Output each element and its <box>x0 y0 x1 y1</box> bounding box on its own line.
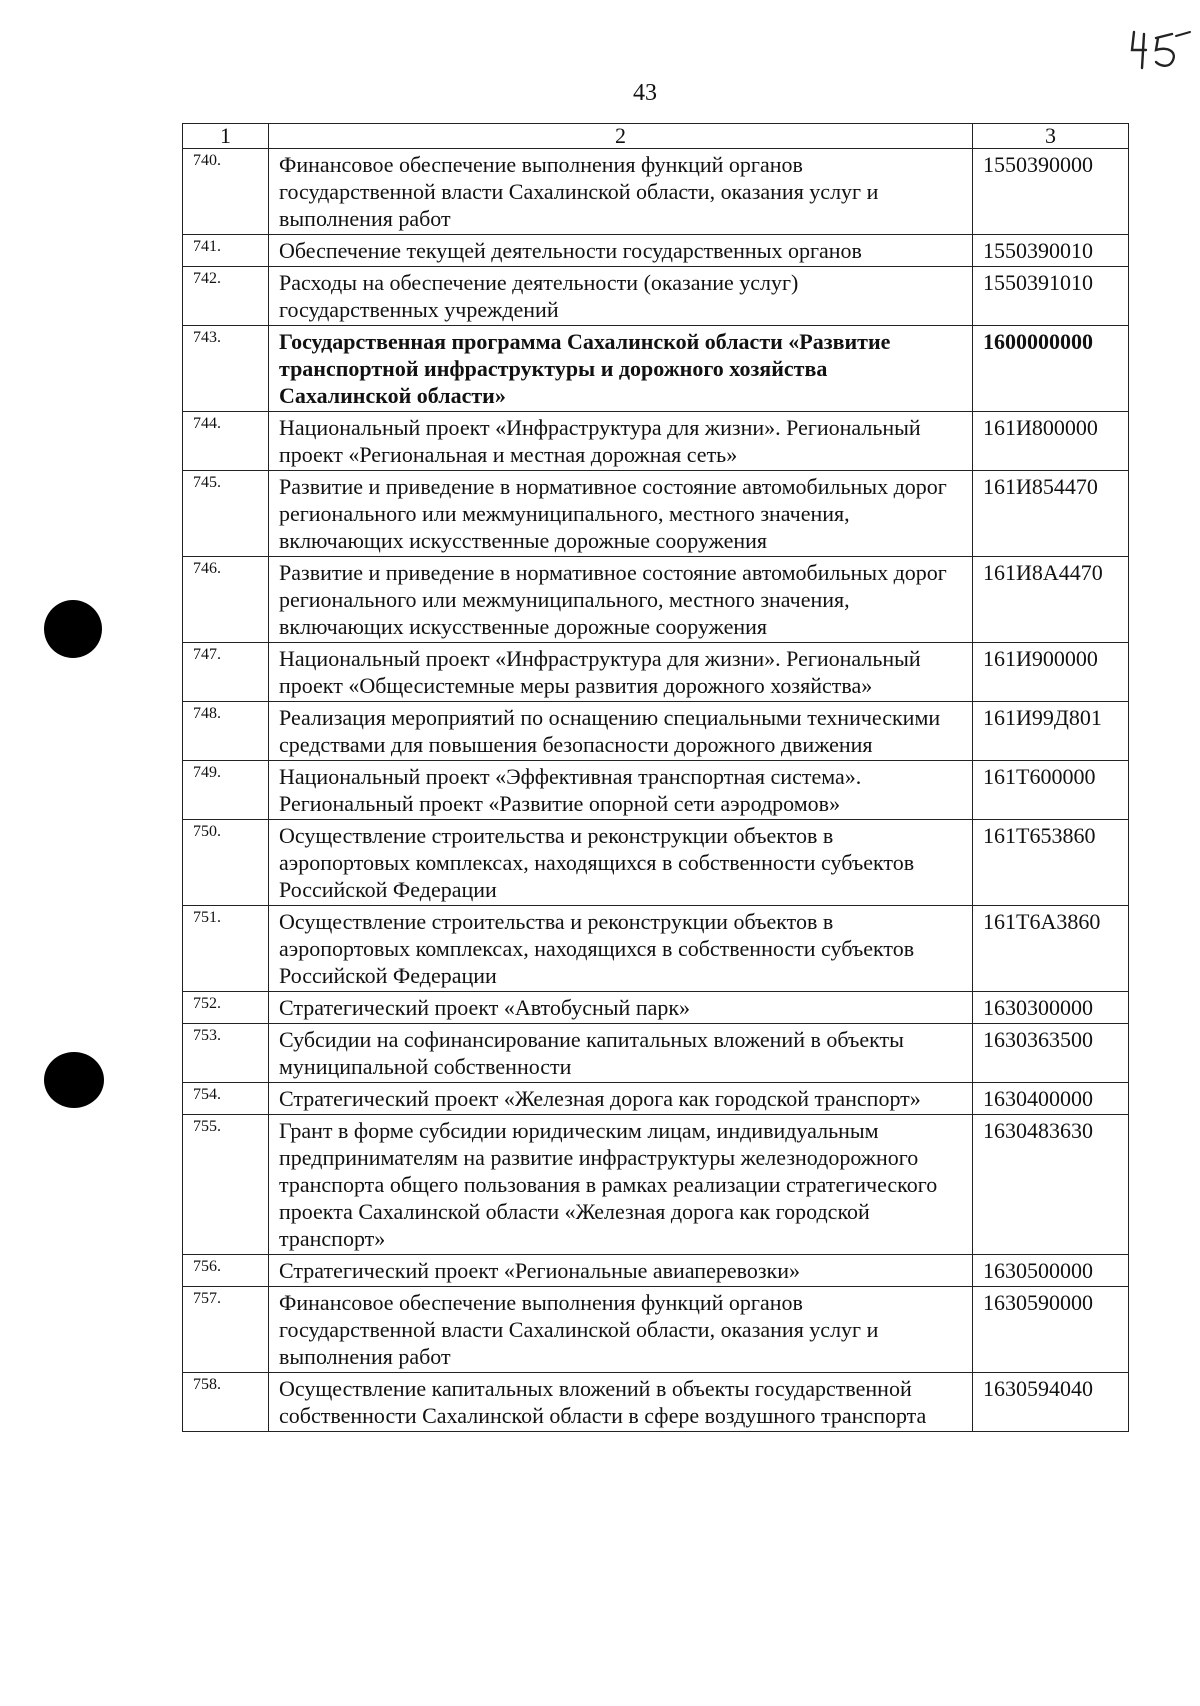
page-number: 43 <box>633 80 657 106</box>
table-row <box>183 149 1129 235</box>
row-number: 757. <box>183 1287 269 1373</box>
punch-hole-mark <box>44 1052 104 1108</box>
row-code: 1630300000 <box>973 992 1129 1024</box>
row-description: Финансовое обеспечение выполнения функций органов государственной власти Сахалинской области, оказания услуг и выполнения работ <box>269 1287 973 1373</box>
table-row <box>183 992 1129 1024</box>
row-description: Субсидии на софинансирование капитальных вложений в объекты муниципальной собственности <box>269 1024 973 1083</box>
row-description: Национальный проект «Эффективная транспортная система». Региональный проект «Развитие опорной сети аэродромов» <box>269 761 973 820</box>
table-row <box>183 1255 1129 1287</box>
row-number: 751. <box>183 906 269 992</box>
row-code: 1630500000 <box>973 1255 1129 1287</box>
row-number: 750. <box>183 820 269 906</box>
row-code: 1630363500 <box>973 1024 1129 1083</box>
row-number: 756. <box>183 1255 269 1287</box>
table-row <box>183 761 1129 820</box>
table-row <box>183 1115 1129 1255</box>
row-description: Национальный проект «Инфраструктура для жизни». Региональный проект «Общесистемные меры развития дорожного хозяйства» <box>269 643 973 702</box>
row-number: 740. <box>183 149 269 235</box>
table-row <box>183 1083 1129 1115</box>
column-header: 3 <box>973 124 1129 149</box>
row-description: Осуществление капитальных вложений в объекты государственной собственности Сахалинской области в сфере воздушного транспорта <box>269 1373 973 1432</box>
row-description: Стратегический проект «Региональные авиаперевозки» <box>269 1255 973 1287</box>
budget-classification-table <box>182 123 1129 1432</box>
table-row <box>183 235 1129 267</box>
row-description: Расходы на обеспечение деятельности (оказание услуг) государственных учреждений <box>269 267 973 326</box>
row-number: 755. <box>183 1115 269 1255</box>
row-code: 1630400000 <box>973 1083 1129 1115</box>
row-code: 1550390000 <box>973 149 1129 235</box>
table-row <box>183 1287 1129 1373</box>
row-description: Осуществление строительства и реконструкции объектов в аэропортовых комплексах, находящихся в собственности субъектов Российской Федерации <box>269 906 973 992</box>
row-number: 743. <box>183 326 269 412</box>
row-description: Реализация мероприятий по оснащению специальными техническими средствами для повышения безопасности дорожного движения <box>269 702 973 761</box>
table-row <box>183 557 1129 643</box>
row-code: 161Т600000 <box>973 761 1129 820</box>
row-code: 161И900000 <box>973 643 1129 702</box>
punch-hole-mark <box>44 600 102 658</box>
row-code: 161И99Д801 <box>973 702 1129 761</box>
table-row <box>183 906 1129 992</box>
row-code: 1600000000 <box>973 326 1129 412</box>
row-number: 747. <box>183 643 269 702</box>
row-number: 752. <box>183 992 269 1024</box>
row-number: 746. <box>183 557 269 643</box>
row-description: Национальный проект «Инфраструктура для жизни». Региональный проект «Региональная и местная дорожная сеть» <box>269 412 973 471</box>
row-number: 741. <box>183 235 269 267</box>
row-number: 744. <box>183 412 269 471</box>
row-description: Государственная программа Сахалинской области «Развитие транспортной инфраструктуры и дорожного хозяйства Сахалинской области» <box>269 326 973 412</box>
row-code: 161И800000 <box>973 412 1129 471</box>
row-code: 1630594040 <box>973 1373 1129 1432</box>
row-description: Развитие и приведение в нормативное состояние автомобильных дорог регионального или межмуниципального, местного значения, включающих искусственные дорожные сооружения <box>269 557 973 643</box>
table-row <box>183 326 1129 412</box>
handwritten-mark <box>1128 28 1192 74</box>
row-number: 749. <box>183 761 269 820</box>
row-code: 1630483630 <box>973 1115 1129 1255</box>
row-code: 1630590000 <box>973 1287 1129 1373</box>
row-code: 161И8А4470 <box>973 557 1129 643</box>
row-code: 161Т653860 <box>973 820 1129 906</box>
table-row <box>183 1024 1129 1083</box>
row-number: 753. <box>183 1024 269 1083</box>
table-row <box>183 471 1129 557</box>
row-number: 745. <box>183 471 269 557</box>
row-description: Грант в форме субсидии юридическим лицам, индивидуальным предпринимателям на развитие инфраструктуры железнодорожного транспорта общего пользования в рамках реализации стратегического проекта Сахалинской области «Железная дорога как городской транспорт» <box>269 1115 973 1255</box>
row-number: 758. <box>183 1373 269 1432</box>
table-row <box>183 412 1129 471</box>
table-row <box>183 1373 1129 1432</box>
table-row <box>183 820 1129 906</box>
row-description: Стратегический проект «Железная дорога как городской транспорт» <box>269 1083 973 1115</box>
row-code: 161И854470 <box>973 471 1129 557</box>
table-row <box>183 267 1129 326</box>
table-row <box>183 643 1129 702</box>
row-description: Финансовое обеспечение выполнения функций органов государственной власти Сахалинской области, оказания услуг и выполнения работ <box>269 149 973 235</box>
row-description: Стратегический проект «Автобусный парк» <box>269 992 973 1024</box>
row-description: Обеспечение текущей деятельности государственных органов <box>269 235 973 267</box>
row-number: 742. <box>183 267 269 326</box>
row-code: 1550390010 <box>973 235 1129 267</box>
column-header: 2 <box>269 124 973 149</box>
row-description: Осуществление строительства и реконструкции объектов в аэропортовых комплексах, находящихся в собственности субъектов Российской Федерации <box>269 820 973 906</box>
table-header-row <box>183 124 1129 149</box>
row-number: 754. <box>183 1083 269 1115</box>
column-header: 1 <box>183 124 269 149</box>
row-code: 161Т6А3860 <box>973 906 1129 992</box>
row-number: 748. <box>183 702 269 761</box>
row-code: 1550391010 <box>973 267 1129 326</box>
row-description: Развитие и приведение в нормативное состояние автомобильных дорог регионального или межмуниципального, местного значения, включающих искусственные дорожные сооружения <box>269 471 973 557</box>
table-row <box>183 702 1129 761</box>
